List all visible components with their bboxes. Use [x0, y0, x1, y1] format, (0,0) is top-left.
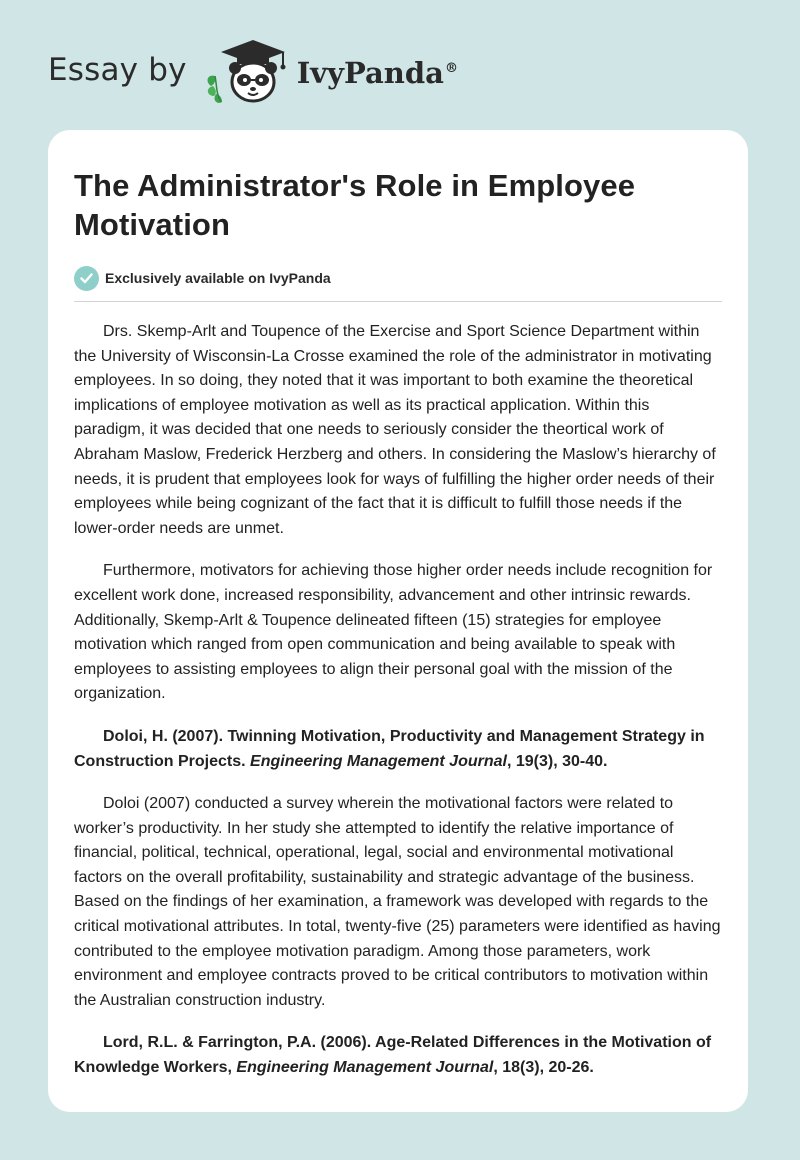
reference-tail: , 19(3), 30-40.: [506, 752, 608, 770]
reference-lead: Doloi, H. (2007). Twinning Motivation, Productivity and Management Strategy in Construction Projects.: [74, 727, 705, 770]
ivy-leaf-icon: [207, 76, 221, 103]
reference-lead: Lord, R.L. & Farrington, P.A. (2006). Age-Related Differences in the Motivation of Knowledge Workers,: [74, 1034, 712, 1077]
reference-journal: Engineering Management Journal: [236, 1059, 494, 1077]
paragraph-1: Drs. Skemp-Arlt and Toupence of the Exercise and Sport Science Department within the University of Wisconsin-La Crosse examined the role of the administrator in motivating employees. In so doing, they noted that it was important to both examine the theoretical implications of employee motivation as well as its practical application. Within this paradigm, it was decided that one needs to seriously consider the theortical work of Abraham Maslow, Frederick Herzberg and others. In considering the Maslow’s hierarchy of needs, it is prudent that employees look for ways of fulfilling the higher order needs of their employees while being cognizant of the fact that it is difficult to fulfill those needs if the lower-order needs are unmet.: [74, 323, 716, 537]
paragraph-3: Doloi (2007) conducted a survey wherein the motivational factors were related to worker’s productivity. In her study she attempted to identify the relative importance of financial, political, technical, operational, legal, social and environmental motivational factors on the overall profitability, sustainability and strategic advantage of the business. Based on the findings of her examination, a framework was developed with regards to the critical motivational attributes. In total, twenty-five (25) parameters were identified as having contributed to the employee motivation paradigm. Among those parameters, work environment and employee contracts proved to be critical contributors to motivation within the Australian construction industry.: [74, 795, 721, 1009]
page-title: The Administrator's Role in Employee Motivation: [74, 168, 636, 242]
essay-by-label: Essay by: [48, 52, 187, 88]
reference-lord: [74, 1031, 724, 1080]
brand-text: IvyPanda: [296, 56, 444, 90]
site-header: [48, 36, 458, 108]
reference-doloi: [74, 725, 724, 774]
registered-mark: ®: [444, 61, 458, 77]
essay-body: [74, 320, 724, 1081]
divider: [74, 301, 722, 302]
paragraph-2: Furthermore, motivators for achieving those higher order needs include recognition for excellent work done, increased responsibility, advancement and other intrinsic rewards. Additionally, Skemp-Arlt & Toupence delineated fifteen (15) strategies for employee motivation which ranged from open communication and being available to speak with employees to assisting employees to align their personal goal with the mission of the organization.: [74, 562, 713, 703]
panda-graduate-logo-icon[interactable]: [203, 36, 293, 108]
brand-name[interactable]: [297, 56, 458, 90]
exclusive-label: Exclusively available on IvyPanda: [105, 270, 331, 286]
reference-tail: , 18(3), 20-26.: [493, 1059, 594, 1077]
exclusive-badge: [74, 265, 722, 291]
reference-journal: Engineering Management Journal: [250, 752, 507, 770]
check-circle-icon: [74, 266, 99, 291]
essay-card: [48, 130, 748, 1112]
